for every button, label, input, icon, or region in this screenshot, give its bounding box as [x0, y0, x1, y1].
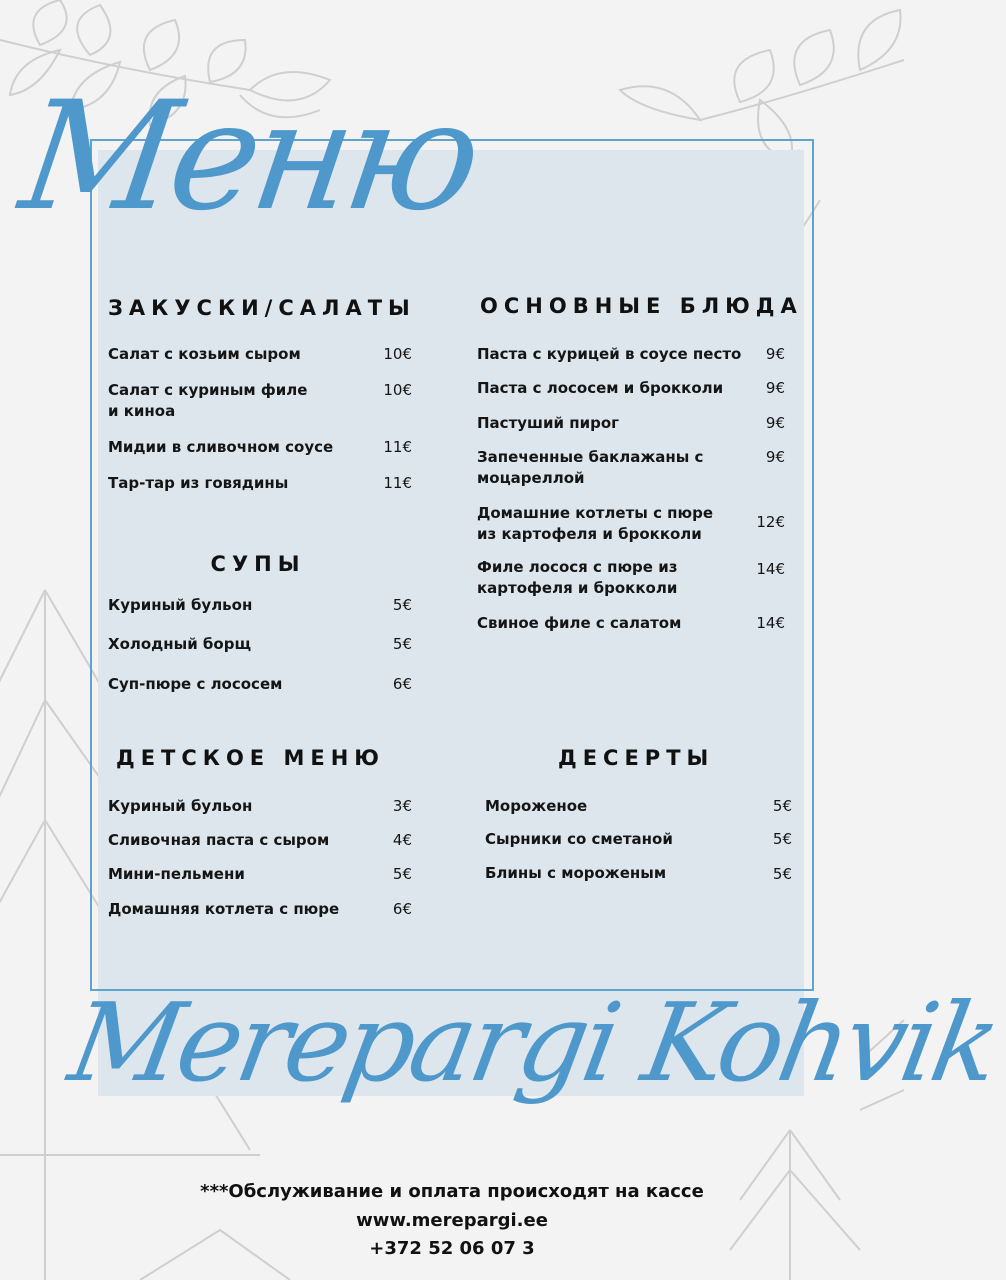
footer-note: ***Обслуживание и оплата происходят на кассе [200, 1181, 704, 1202]
menu-item-price: 6€ [392, 675, 412, 693]
footer-website[interactable]: www.merepargi.ee [356, 1210, 548, 1231]
menu-item-price: 9€ [765, 379, 785, 397]
menu-item-name: Запеченные баклажаны с моцареллой [477, 448, 704, 487]
section-title-starters: ЗАКУСКИ/САЛАТЫ [108, 296, 416, 320]
menu-item-name: Сырники со сметаной [485, 830, 673, 848]
menu-item-price: 11€ [383, 474, 412, 492]
menu-item-price: 5€ [392, 635, 412, 653]
menu-item-name: Холодный борщ [108, 635, 252, 653]
leaf-icon [33, 0, 66, 45]
menu-item-price: 5€ [392, 865, 412, 883]
menu-title: Меню [11, 70, 486, 244]
menu-item-price: 4€ [392, 831, 412, 849]
menu-item-name: Филе лосося с пюре из картофеля и брокколи [477, 558, 678, 597]
menu-item-name: Свиное филе с салатом [477, 614, 682, 632]
footer-phone[interactable]: +372 52 06 07 3 [369, 1238, 535, 1259]
menu-item-price: 14€ [756, 614, 785, 632]
section-mains [480, 294, 803, 318]
menu-item-price: 5€ [772, 797, 792, 815]
menu-item-name: Салат с козьим сыром [108, 345, 301, 363]
menu-item-name: Мороженое [485, 797, 588, 815]
section-starters [108, 296, 416, 320]
section-title-soups: СУПЫ [210, 552, 306, 576]
menu-item-name: Пастуший пирог [477, 414, 619, 432]
section-title-kids: ДЕТСКОЕ МЕНЮ [116, 746, 385, 770]
section-soups [108, 552, 408, 576]
menu-item-name: Паста с курицей в соусе песто [477, 345, 742, 363]
menu-item-price: 5€ [392, 596, 412, 614]
menu-item-price: 10€ [383, 345, 412, 363]
menu-item-name: Мини-пельмени [108, 865, 245, 883]
brand-logo: Merepargi Kohvik [61, 981, 1006, 1106]
section-kids [116, 746, 385, 770]
menu-item-name: Куриный бульон [108, 596, 253, 614]
menu-item-price: 10€ [383, 381, 412, 399]
menu-item-name: Блины с мороженым [485, 864, 667, 882]
menu-item-price: 12€ [756, 513, 785, 531]
menu-item-price: 11€ [383, 438, 412, 456]
menu-item-price: 9€ [765, 414, 785, 432]
menu-item-name: Куриный бульон [108, 797, 253, 815]
section-title-desserts: ДЕСЕРТЫ [558, 746, 715, 770]
menu-item-name: Салат с куриным филе и киноа [108, 381, 308, 420]
menu-item-name: Суп-пюре с лососем [108, 675, 283, 693]
menu-item-price: 5€ [772, 830, 792, 848]
menu-item-price: 3€ [392, 797, 412, 815]
menu-item-name: Домашняя котлета с пюре [108, 900, 340, 918]
menu-item-name: Мидии в сливочном соусе [108, 438, 334, 456]
section-title-mains: ОСНОВНЫЕ БЛЮДА [480, 294, 803, 318]
section-desserts [558, 746, 714, 770]
menu-item-price: 14€ [756, 560, 785, 578]
menu-item-name: Сливочная паста с сыром [108, 831, 330, 849]
menu-item-price: 9€ [765, 448, 785, 466]
menu-item-price: 9€ [765, 345, 785, 363]
menu-item-name: Тар-тар из говядины [108, 474, 289, 492]
menu-item-price: 6€ [392, 900, 412, 918]
menu-item-name: Домашние котлеты с пюре из картофеля и брокколи [477, 504, 714, 543]
menu-item-price: 5€ [772, 865, 792, 883]
menu-item-name: Паста с лососем и брокколи [477, 379, 724, 397]
